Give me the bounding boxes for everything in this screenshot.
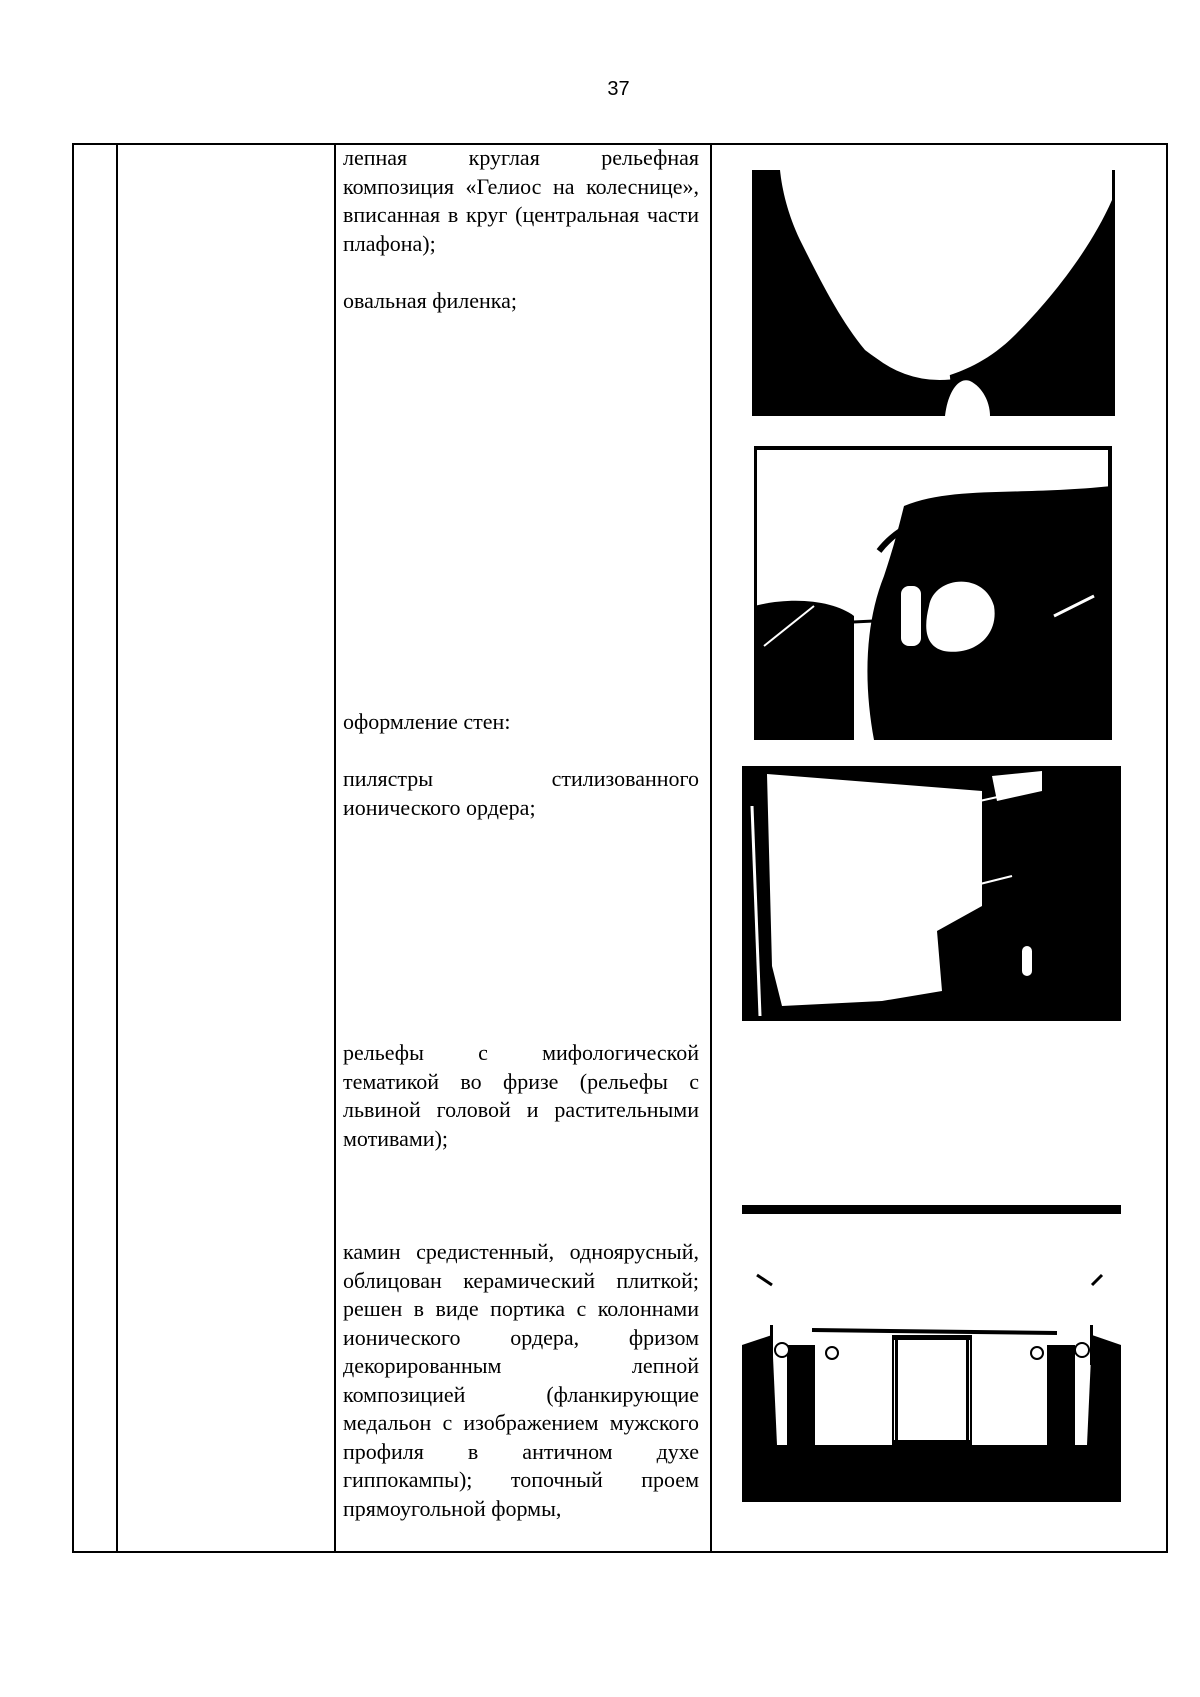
description-oval-panel: овальная филенка;: [343, 288, 518, 313]
page-number: 37: [607, 78, 630, 100]
photo-ceiling-medallion: [750, 170, 1115, 416]
column-divider-3: [710, 145, 712, 1551]
photo-oval-panel: [754, 446, 1112, 740]
description-reliefs: рельефы с мифологической тематикой во фризе (рельефы с львиной головой и растительными мотивами);: [343, 1040, 699, 1151]
column-divider-1: [116, 145, 118, 1551]
photo-pilasters: [742, 766, 1121, 1021]
description-helios: лепная круглая рельефная композиция «Гелиос на колеснице», вписанная в круг (центральная части плафона);: [343, 145, 699, 256]
column-divider-2: [334, 145, 336, 1551]
photo-fireplace: [742, 1205, 1121, 1502]
description-walls: оформление стен:: [343, 709, 511, 734]
description-fireplace: камин средистенный, одноярусный, облицован керамический плиткой; решен в виде портика с колоннами ионического ордера, фризом декорированным лепной композицией (фланкирующие медальон с изображением мужского профиля в античном духе гиппокампы); топочный проем прямоугольной формы,: [343, 1239, 699, 1521]
description-pilasters: пилястры стилизованного ионического ордера;: [343, 766, 699, 820]
